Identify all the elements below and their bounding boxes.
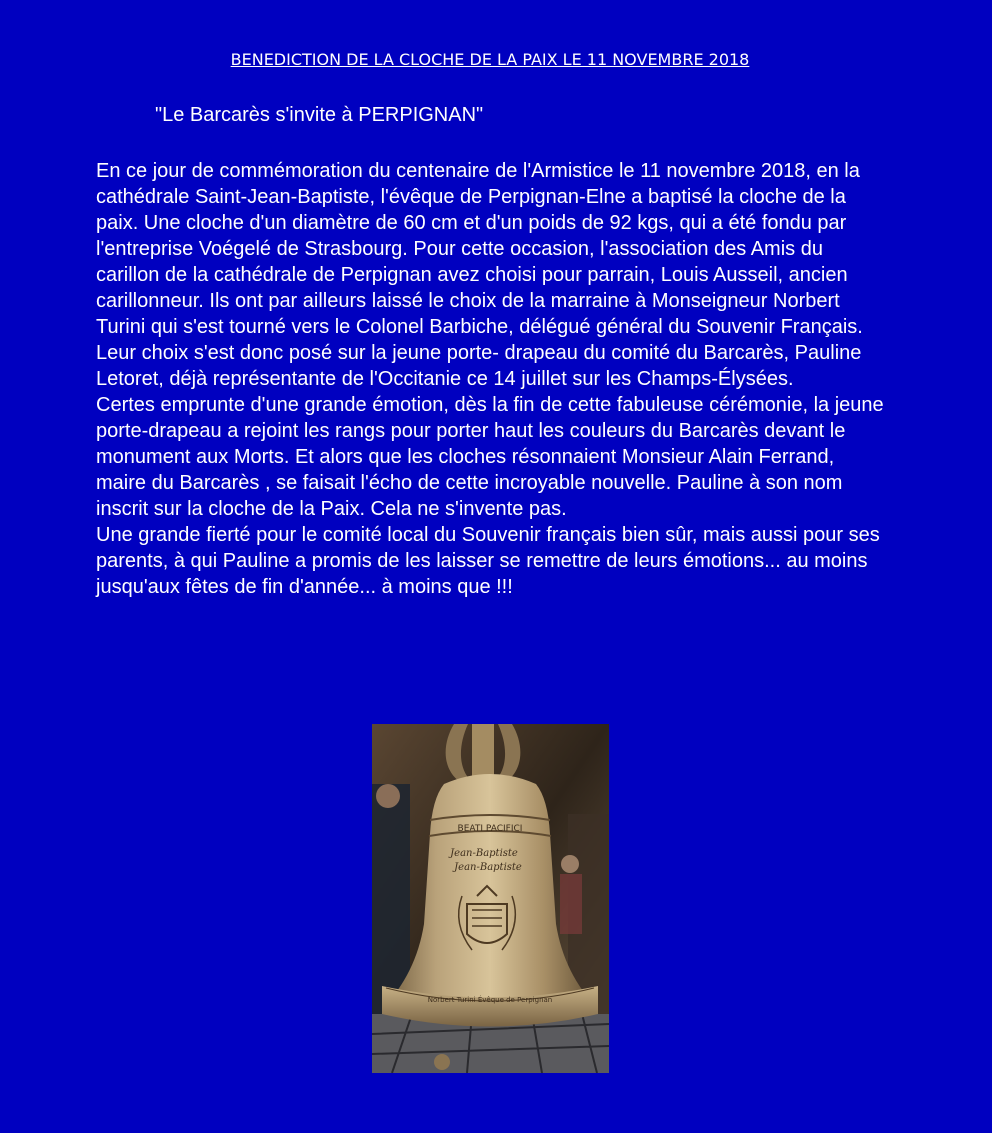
bell-inscription-top: BEATI PACIFICI	[457, 824, 523, 834]
paragraph-3: Une grande fierté pour le comité local du Souvenir français bien sûr, mais aussi pour ses parents, à qui Pauline a promis de les laisser se remettre de leurs émotions... au moins jusqu'aux fêtes de fin d'année... à moins que !!!	[96, 524, 880, 598]
bell-inscription-name-1: Jean-Baptiste	[450, 848, 518, 859]
document-subtitle: "Le Barcarès s'invite à PERPIGNAN"	[155, 104, 484, 126]
bell-illustration	[372, 724, 609, 1073]
bell-photo	[372, 724, 609, 1073]
paragraph-1: En ce jour de commémoration du centenaire de l'Armistice le 11 novembre 2018, en la cathédrale Saint-Jean-Baptiste, l'évêque de Perpignan-Elne a baptisé la cloche de la paix. Une cloche d'un diamètre de 60 cm et d'un poids de 92 kgs, qui a été fondu par l'entreprise Voégelé de Strasbourg. Pour cette occasion, l'association des Amis du carillon de la cathédrale de Perpignan avez choisi pour parrain, Louis Ausseil, ancien carillonneur. Ils ont par ailleurs laissé le choix de la marraine à Monseigneur Norbert Turini qui s'est tourné vers le Colonel Barbiche, délégué général du Souvenir Français. Leur choix s'est donc posé sur la jeune porte- drapeau du comité du Barcarès, Pauline Letoret, déjà représentante de l'Occitanie ce 14 juillet sur les Champs-Élysées.	[96, 160, 863, 390]
document-title: BENEDICTION DE LA CLOCHE DE LA PAIX LE 11 NOVEMBRE 2018	[230, 50, 750, 69]
bell-inscription-lip: Norbert Turini Évêque de Perpignan	[427, 996, 553, 1004]
paragraph-2: Certes emprunte d'une grande émotion, dès la fin de cette fabuleuse cérémonie, la jeune porte-drapeau a rejoint les rangs pour porter haut les couleurs du Barcarès devant le monument aux Morts. Et alors que les cloches résonnaient Monsieur Alain Ferrand, maire du Barcarès , se faisait l'écho de cette incroyable nouvelle. Pauline à son nom inscrit sur la cloche de la Paix. Cela ne s'invente pas.	[96, 394, 884, 520]
article-body	[96, 158, 886, 600]
bell-inscription-name-2: Jean-Baptiste	[454, 862, 522, 873]
